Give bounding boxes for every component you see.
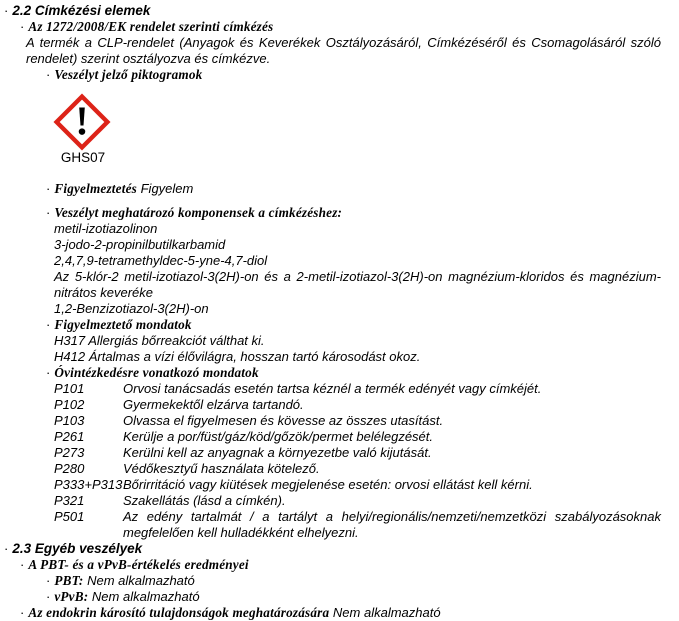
- bullet: ·: [20, 605, 25, 620]
- section-2-3-title: 2.3 Egyéb veszélyek: [12, 541, 143, 556]
- component-item: 3-jodo-2-propinilbutilkarbamid: [54, 237, 226, 252]
- component-item: Az 5-klór-2 metil-izotiazol-3(2H)-on és a 2-metil-izotiazol-3(2H)-on magnézium-kloridos és magnézium-nitrátos keveréke: [54, 269, 661, 300]
- endocrine-value: Nem alkalmazható: [332, 605, 441, 620]
- bullet: ·: [46, 589, 51, 604]
- component-item: 1,2-Benzizotiazol-3(2H)-on: [54, 301, 209, 316]
- p-code: P261: [54, 429, 85, 444]
- label-components-heading: [0, 205, 661, 221]
- endocrine-row: [0, 605, 661, 621]
- vpvb-value: Nem alkalmazható: [91, 589, 200, 604]
- pbt-vpvb-heading: [0, 557, 661, 573]
- p-text: Kerülje a por/füst/gáz/köd/gőzök/permet belélegzését.: [123, 429, 434, 444]
- pbt-value: Nem alkalmazható: [87, 573, 195, 588]
- component-item: metil-izotiazolinon: [54, 221, 158, 236]
- p-statement-row: [0, 493, 661, 509]
- p-statement-row: [0, 397, 661, 413]
- precautionary-statements-heading: [0, 365, 661, 381]
- ghs07-exclamation-icon: [53, 93, 111, 151]
- bullet: ·: [20, 557, 25, 572]
- bullet: ·: [46, 573, 51, 588]
- p-statement-row: [0, 429, 661, 445]
- p-code: P333+P313: [54, 477, 123, 492]
- p-text: Védőkesztyű használata kötelező.: [123, 461, 320, 476]
- section-2-3-heading: [0, 541, 661, 557]
- precautionary-statements-title: Óvintézkedésre vonatkozó mondatok: [54, 365, 259, 380]
- pbt-row: [0, 573, 661, 589]
- clp-classification-text: A termék a CLP-rendelet (Anyagok és Keverékek Osztályozásáról, Címkézéséről és Csomagolásáról szóló rendelet) szerint osztályozva és címkézve.: [26, 35, 661, 66]
- ghs07-label: GHS07: [60, 150, 106, 165]
- p-statement-row: [0, 381, 661, 397]
- signal-word-label: Figyelmeztetés: [54, 181, 137, 196]
- bullet: ·: [46, 205, 51, 220]
- p-statement-row: [0, 445, 661, 461]
- vpvb-row: [0, 589, 661, 605]
- p-code: P273: [54, 445, 85, 460]
- p-text: Bőrirritáció vagy kiütések megjelenése esetén: orvosi ellátást kell kérni.: [123, 477, 533, 492]
- p-text: Gyermekektől elzárva tartandó.: [123, 397, 304, 412]
- label-components-title: Veszélyt meghatározó komponensek a címkézéshez:: [54, 205, 343, 220]
- p-text: Szakellátás (lásd a címkén).: [123, 493, 286, 508]
- pictograms-heading: [0, 67, 661, 83]
- hazard-code: H317: [54, 333, 86, 348]
- hazard-statement-row: [0, 349, 661, 365]
- p-code: P101: [54, 381, 85, 396]
- p-text: Orvosi tanácsadás esetén tartsa kéznél a termék edényét vagy címkéjét.: [123, 381, 542, 396]
- pbt-vpvb-title: A PBT- és a vPvB-értékelés eredményei: [28, 557, 249, 572]
- section-2-2-heading: [0, 3, 661, 19]
- bullet: ·: [46, 181, 51, 196]
- p-text: Olvassa el figyelmesen és kövesse az összes utasítást.: [123, 413, 444, 428]
- p-statement-row: [0, 477, 661, 493]
- bullet: ·: [46, 317, 51, 332]
- hazard-code: H412: [54, 349, 86, 364]
- hazard-text: Allergiás bőrreakciót válthat ki.: [88, 333, 265, 348]
- bullet: ·: [46, 67, 51, 82]
- bullet: ·: [4, 541, 9, 556]
- component-item: 2,4,7,9-tetramethyldec-5-yne-4,7-diol: [54, 253, 268, 268]
- endocrine-label: Az endokrin károsító tulajdonságok meghatározására: [28, 605, 330, 620]
- signal-word-value: Figyelem: [140, 181, 194, 196]
- vpvb-label: vPvB:: [54, 589, 89, 604]
- bullet: ·: [46, 365, 51, 380]
- section-2-2-title: 2.2 Címkézési elemek: [12, 3, 151, 18]
- hazard-statements-title: Figyelmeztető mondatok: [54, 317, 192, 332]
- signal-word-row: [0, 181, 661, 197]
- pictograms-title: Veszélyt jelző piktogramok: [54, 67, 203, 82]
- p-statement-row: [0, 509, 661, 541]
- ghs-pictogram-block: [53, 93, 113, 166]
- clp-regulation-title: Az 1272/2008/EK rendelet szerinti címkézés: [28, 19, 274, 34]
- p-code: P501: [54, 509, 85, 524]
- p-text: Az edény tartalmát / a tartályt a helyi/regionális/nemzeti/nemzetközi szabályozásoknak megfelelően kell hulladékként elhelyezni.: [123, 509, 661, 540]
- p-code: P321: [54, 493, 85, 508]
- p-statement-row: [0, 413, 661, 429]
- bullet: ·: [20, 19, 25, 34]
- p-statement-row: [0, 461, 661, 477]
- hazard-text: Ártalmas a vízi élővilágra, hosszan tartó károsodást okoz.: [88, 349, 421, 364]
- bullet: ·: [4, 3, 9, 18]
- hazard-statements-heading: [0, 317, 661, 333]
- hazard-statement-row: [0, 333, 661, 349]
- clp-regulation-heading: [0, 19, 661, 35]
- p-code: P103: [54, 413, 85, 428]
- p-code: P102: [54, 397, 85, 412]
- pbt-label: PBT:: [54, 573, 84, 588]
- p-text: Kerülni kell az anyagnak a környezetbe való kijutását.: [123, 445, 432, 460]
- p-code: P280: [54, 461, 85, 476]
